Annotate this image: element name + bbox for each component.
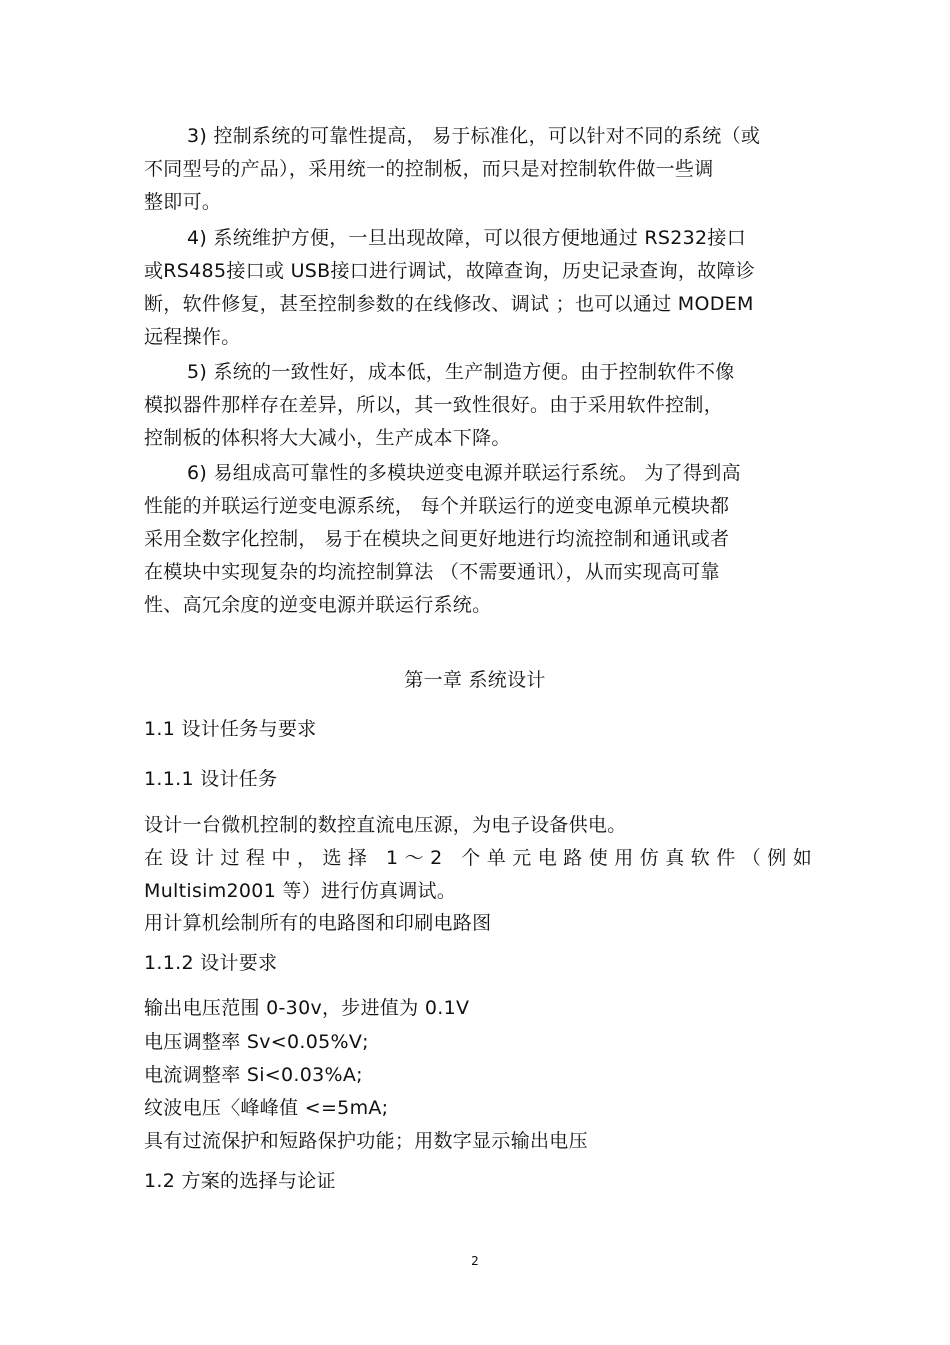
paragraph-5-line-2: 模拟器件那样存在差异，所以，其一致性很好。由于采用软件控制， <box>144 394 724 416</box>
task-line-4: 用计算机绘制所有的电路图和印刷电路图 <box>144 912 492 934</box>
paragraph-6-line-5: 性、高冗余度的逆变电源并联运行系统。 <box>144 594 492 616</box>
requirement-line-5: 具有过流保护和短路保护功能；用数字显示输出电压 <box>144 1130 588 1152</box>
paragraph-4-line-4: 远程操作。 <box>144 326 241 348</box>
task-line-2: 在设计过程中，选择 1～2 个单元电路使用仿真软件（例如 <box>144 847 819 869</box>
paragraph-3-line-3: 整即可。 <box>144 191 222 213</box>
paragraph-6-line-4: 在模块中实现复杂的均流控制算法 （不需要通讯），从而实现高可靠 <box>144 561 720 583</box>
requirement-line-1: 输出电压范围 0-30v，步进值为 0.1V <box>144 997 470 1019</box>
section-1-2-heading: 1.2 方案的选择与论证 <box>144 1170 336 1192</box>
paragraph-6-line-2: 性能的并联运行逆变电源系统， 每个并联运行的逆变电源单元模块都 <box>144 495 730 517</box>
requirement-line-4: 纹波电压〈峰峰值 <=5mA; <box>144 1097 389 1119</box>
paragraph-4-line-2: 或RS485接口或 USB接口进行调试，故障查询，历史记录查询，故障诊 <box>144 260 756 282</box>
paragraph-5-line-3: 控制板的体积将大大减小，生产成本下降。 <box>144 427 511 449</box>
paragraph-4-line-1: 4) 系统维护方便，一旦出现故障，可以很方便地通过 RS232接口 <box>187 227 747 249</box>
paragraph-3-line-2: 不同型号的产品），采用统一的控制板，而只是对控制软件做一些调 <box>144 158 714 180</box>
page-number: 2 <box>471 1254 479 1268</box>
requirement-line-2: 电压调整率 Sv<0.05%V; <box>144 1031 369 1053</box>
paragraph-6-line-3: 采用全数字化控制， 易于在模块之间更好地进行均流控制和通讯或者 <box>144 528 730 550</box>
task-line-3: Multisim2001 等）进行仿真调试。 <box>144 880 457 902</box>
paragraph-3-line-1: 3) 控制系统的可靠性提高， 易于标准化，可以针对不同的系统（或 <box>187 125 761 147</box>
paragraph-5-line-1: 5) 系统的一致性好，成本低，生产制造方便。由于控制软件不像 <box>187 361 735 383</box>
chapter-title: 第一章 系统设计 <box>404 669 546 691</box>
paragraph-6-line-1: 6) 易组成高可靠性的多模块逆变电源并联运行系统。 为了得到高 <box>187 462 741 484</box>
requirement-line-3: 电流调整率 Si<0.03%A; <box>144 1064 363 1086</box>
section-1-1-2-heading: 1.1.2 设计要求 <box>144 952 278 974</box>
section-1-1-1-heading: 1.1.1 设计任务 <box>144 768 278 790</box>
paragraph-4-line-3: 断，软件修复，甚至控制参数的在线修改、调试 ；也可以通过 MODEM <box>144 293 754 315</box>
section-1-1-heading: 1.1 设计任务与要求 <box>144 718 317 740</box>
task-line-1: 设计一台微机控制的数控直流电压源，为电子设备供电。 <box>144 814 627 836</box>
